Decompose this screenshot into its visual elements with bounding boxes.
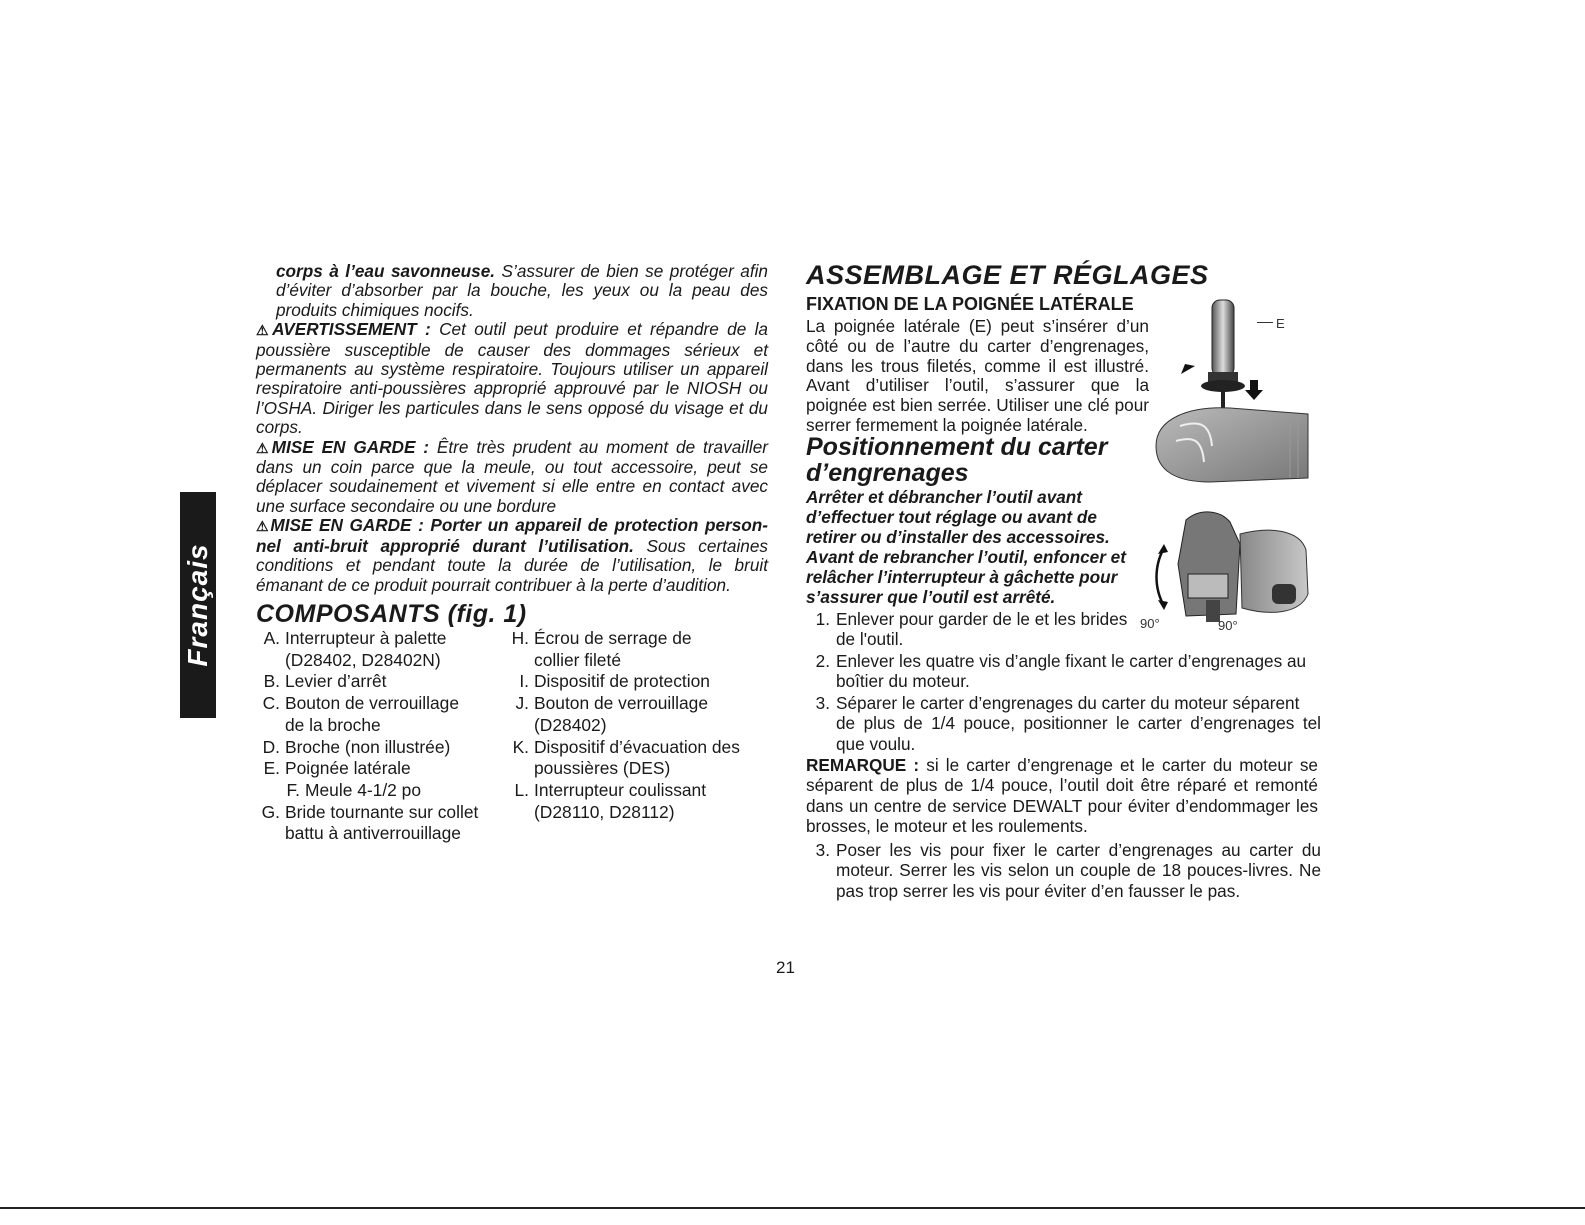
list-item: [256, 693, 506, 736]
item-key: B.: [263, 671, 280, 692]
item-text: Interrupteur coulissant: [534, 779, 707, 800]
warning-triangle-icon: ⚠: [256, 322, 273, 339]
page-number: 21: [776, 958, 795, 977]
intro-text: S’assurer de bien se protéger afin d’éviter d’absorber par la bouche, les yeux ou la peau des produits chimiques nocifs.: [276, 261, 768, 320]
bottom-rule: [0, 1207, 1585, 1209]
item-text: Dispositif de protection: [534, 671, 710, 692]
list-item: [505, 737, 770, 780]
item-cont: (D28110, D28112): [534, 801, 675, 822]
item-key: J.: [515, 693, 529, 714]
item-cont: (D28402, D28402N): [285, 649, 441, 670]
item-text: Broche (non illustrée): [285, 736, 451, 757]
list-item: [256, 802, 506, 845]
remarque-title: REMARQUE :: [806, 755, 920, 775]
item-cont: de la broche: [285, 714, 381, 735]
assemblage-heading: ASSEMBLAGE ET RÉGLAGES: [806, 260, 1209, 290]
item-text: Interrupteur à palette: [285, 628, 447, 648]
item-key: K.: [512, 736, 529, 757]
mise-en-garde-2-title: MISE EN GARDE : Porter un appareil de protection person-nel anti-bruit approprié durant l’utilisation.: [256, 515, 768, 556]
mise-en-garde-1-text: Être très prudent au moment de travailler dans un coin parce que la meule, ou tout accessoire, peut se déplacer soudainement et vivement si elle entre en contact avec une surface secondaire ou une bordure: [256, 436, 768, 516]
list-item: [505, 628, 770, 671]
item-text: Bouton de verrouillage: [285, 693, 460, 714]
avertissement-paragraph: [256, 320, 768, 437]
remarque-paragraph: [806, 755, 1318, 837]
item-key: I.: [519, 671, 529, 692]
step-cont: boîtier du moteur.: [836, 671, 970, 692]
list-item: [256, 628, 506, 671]
item-cont: battu à antiverrouillage: [285, 823, 461, 844]
step-text: Enlever pour garder de le et les brides: [836, 609, 1128, 629]
language-tab-label: Français: [182, 543, 213, 667]
item-key: A.: [263, 628, 280, 648]
composants-list-col2: [505, 628, 770, 823]
fixation-paragraph: La poignée latérale (E) peut s’insérer d’un côté ou de l’autre du carter d’engrenages, dans les trous filetés, comme il est illustré. Avant d’utiliser l’outil, s’assurer que la poignée est bien serrée. Utiliser une clé pour serrer fermement la poignée latérale.: [806, 316, 1149, 435]
item-key: C.: [262, 693, 280, 714]
warning-triangle-icon: ⚠: [256, 518, 271, 535]
step-cont: de plus de 1/4 pouce, positionner le carter d’engrenages tel que voulu.: [836, 713, 1321, 754]
mise-en-garde-2: [256, 516, 768, 595]
language-tab: [180, 492, 216, 718]
angle-label-left: 90°: [1140, 616, 1160, 631]
composants-heading: COMPOSANTS (fig. 1): [256, 600, 527, 628]
list-item: [256, 780, 506, 802]
angle-label-right: 90°: [1218, 618, 1238, 633]
list-item: [505, 671, 770, 693]
intro-bold: corps à l’eau savonneuse.: [276, 261, 496, 281]
list-item: [505, 693, 770, 736]
item-text: Dispositif d’évacuation des: [534, 736, 740, 757]
step-2: [806, 651, 1321, 692]
item-cont: (D28402): [534, 714, 607, 735]
item-cont: collier fileté: [534, 649, 621, 670]
mise-en-garde-1: [256, 438, 768, 517]
avertissement-text: Cet outil peut produire et répandre de la poussière susceptible de causer des dommages sérieux et permanents au système respiratoire. Toujours utiliser un appareil respiratoire anti-poussières approprié approuvé par le NIOSH ou l’OSHA. Diriger les particules dans le sens opposé du visage et du corps.: [256, 319, 768, 438]
label-leader-line: [1257, 322, 1273, 323]
positionnement-heading: Positionnement du carter d’engrenages: [806, 433, 1108, 487]
mise-en-garde-2-text: Sous certaines conditions et pendant toute la durée de l’utilisation, le bruit émanant de ce produit pourrait contribuer à la perte d’audition.: [256, 535, 769, 595]
item-text: Bride tournante sur collet: [285, 801, 479, 822]
item-key: G.: [261, 801, 280, 822]
step-3: [806, 693, 1321, 754]
step-cont: de l'outil.: [836, 629, 904, 650]
step-3b: [806, 840, 1321, 901]
figure-label-e: E: [1276, 316, 1285, 331]
item-text: Meule 4-1/2 po: [305, 779, 422, 800]
step-key: 3.: [815, 840, 830, 860]
item-key: D.: [262, 736, 280, 757]
intro-paragraph: [256, 262, 768, 320]
side-handle-figure: [1150, 296, 1310, 486]
mise-en-garde-1-title: MISE EN GARDE :: [271, 436, 430, 457]
item-key: E.: [263, 758, 280, 779]
step-key: 2.: [815, 651, 830, 671]
fixation-subheading: FIXATION DE LA POIGNÉE LATÉRALE: [806, 294, 1134, 314]
step-text: Enlever les quatre vis d’angle fixant le carter d’engrenages au: [836, 651, 1307, 671]
warning-triangle-icon: ⚠: [256, 439, 272, 456]
positionnement-warning: Arrêter et débrancher l’outil avant d’effectuer tout réglage ou avant de retirer ou d’installer des accessoires. Avant de rebrancher l’outil, enfoncer et relâcher l’interrupteur à gâchette pour s’assurer que l’outil est arrêté.: [806, 487, 1126, 607]
list-item: [256, 671, 506, 693]
remarque-text: si le carter d’engrenage et le carter du moteur se séparent de plus de 1/4 pouce, l’outil doit être réparé et remonté dans un centre de service DEWALT pour éviter d’endommager les brosses, le moteur et les roulements.: [806, 755, 1318, 837]
list-item: [505, 780, 770, 823]
item-key: H.: [511, 628, 529, 648]
step-key: 1.: [815, 609, 830, 629]
item-text: Écrou de serrage de: [534, 628, 692, 648]
item-text: Bouton de verrouillage: [534, 693, 709, 714]
composants-list-col1: [256, 628, 506, 845]
step-key: 3.: [815, 693, 830, 713]
avertissement-title: AVERTISSEMENT :: [272, 319, 431, 340]
item-cont: poussières (DES): [534, 758, 671, 779]
item-text: Levier d’arrêt: [285, 671, 387, 692]
left-column: [256, 262, 768, 595]
step-text: Séparer le carter d’engrenages du carter du moteur séparent: [836, 693, 1300, 713]
item-key: L.: [514, 779, 529, 800]
step-text: Poser les vis pour fixer le carter d’engrenages au carter du moteur. Serrer les vis selon un couple de 18 pouces-livres. Ne pas trop serrer les vis pour éviter d’en fausser le pas.: [836, 840, 1321, 901]
list-item: [256, 758, 506, 780]
step-1: [806, 609, 1141, 650]
list-item: [256, 737, 506, 759]
item-text: Poignée latérale: [285, 758, 411, 779]
item-key: F.: [286, 779, 300, 800]
